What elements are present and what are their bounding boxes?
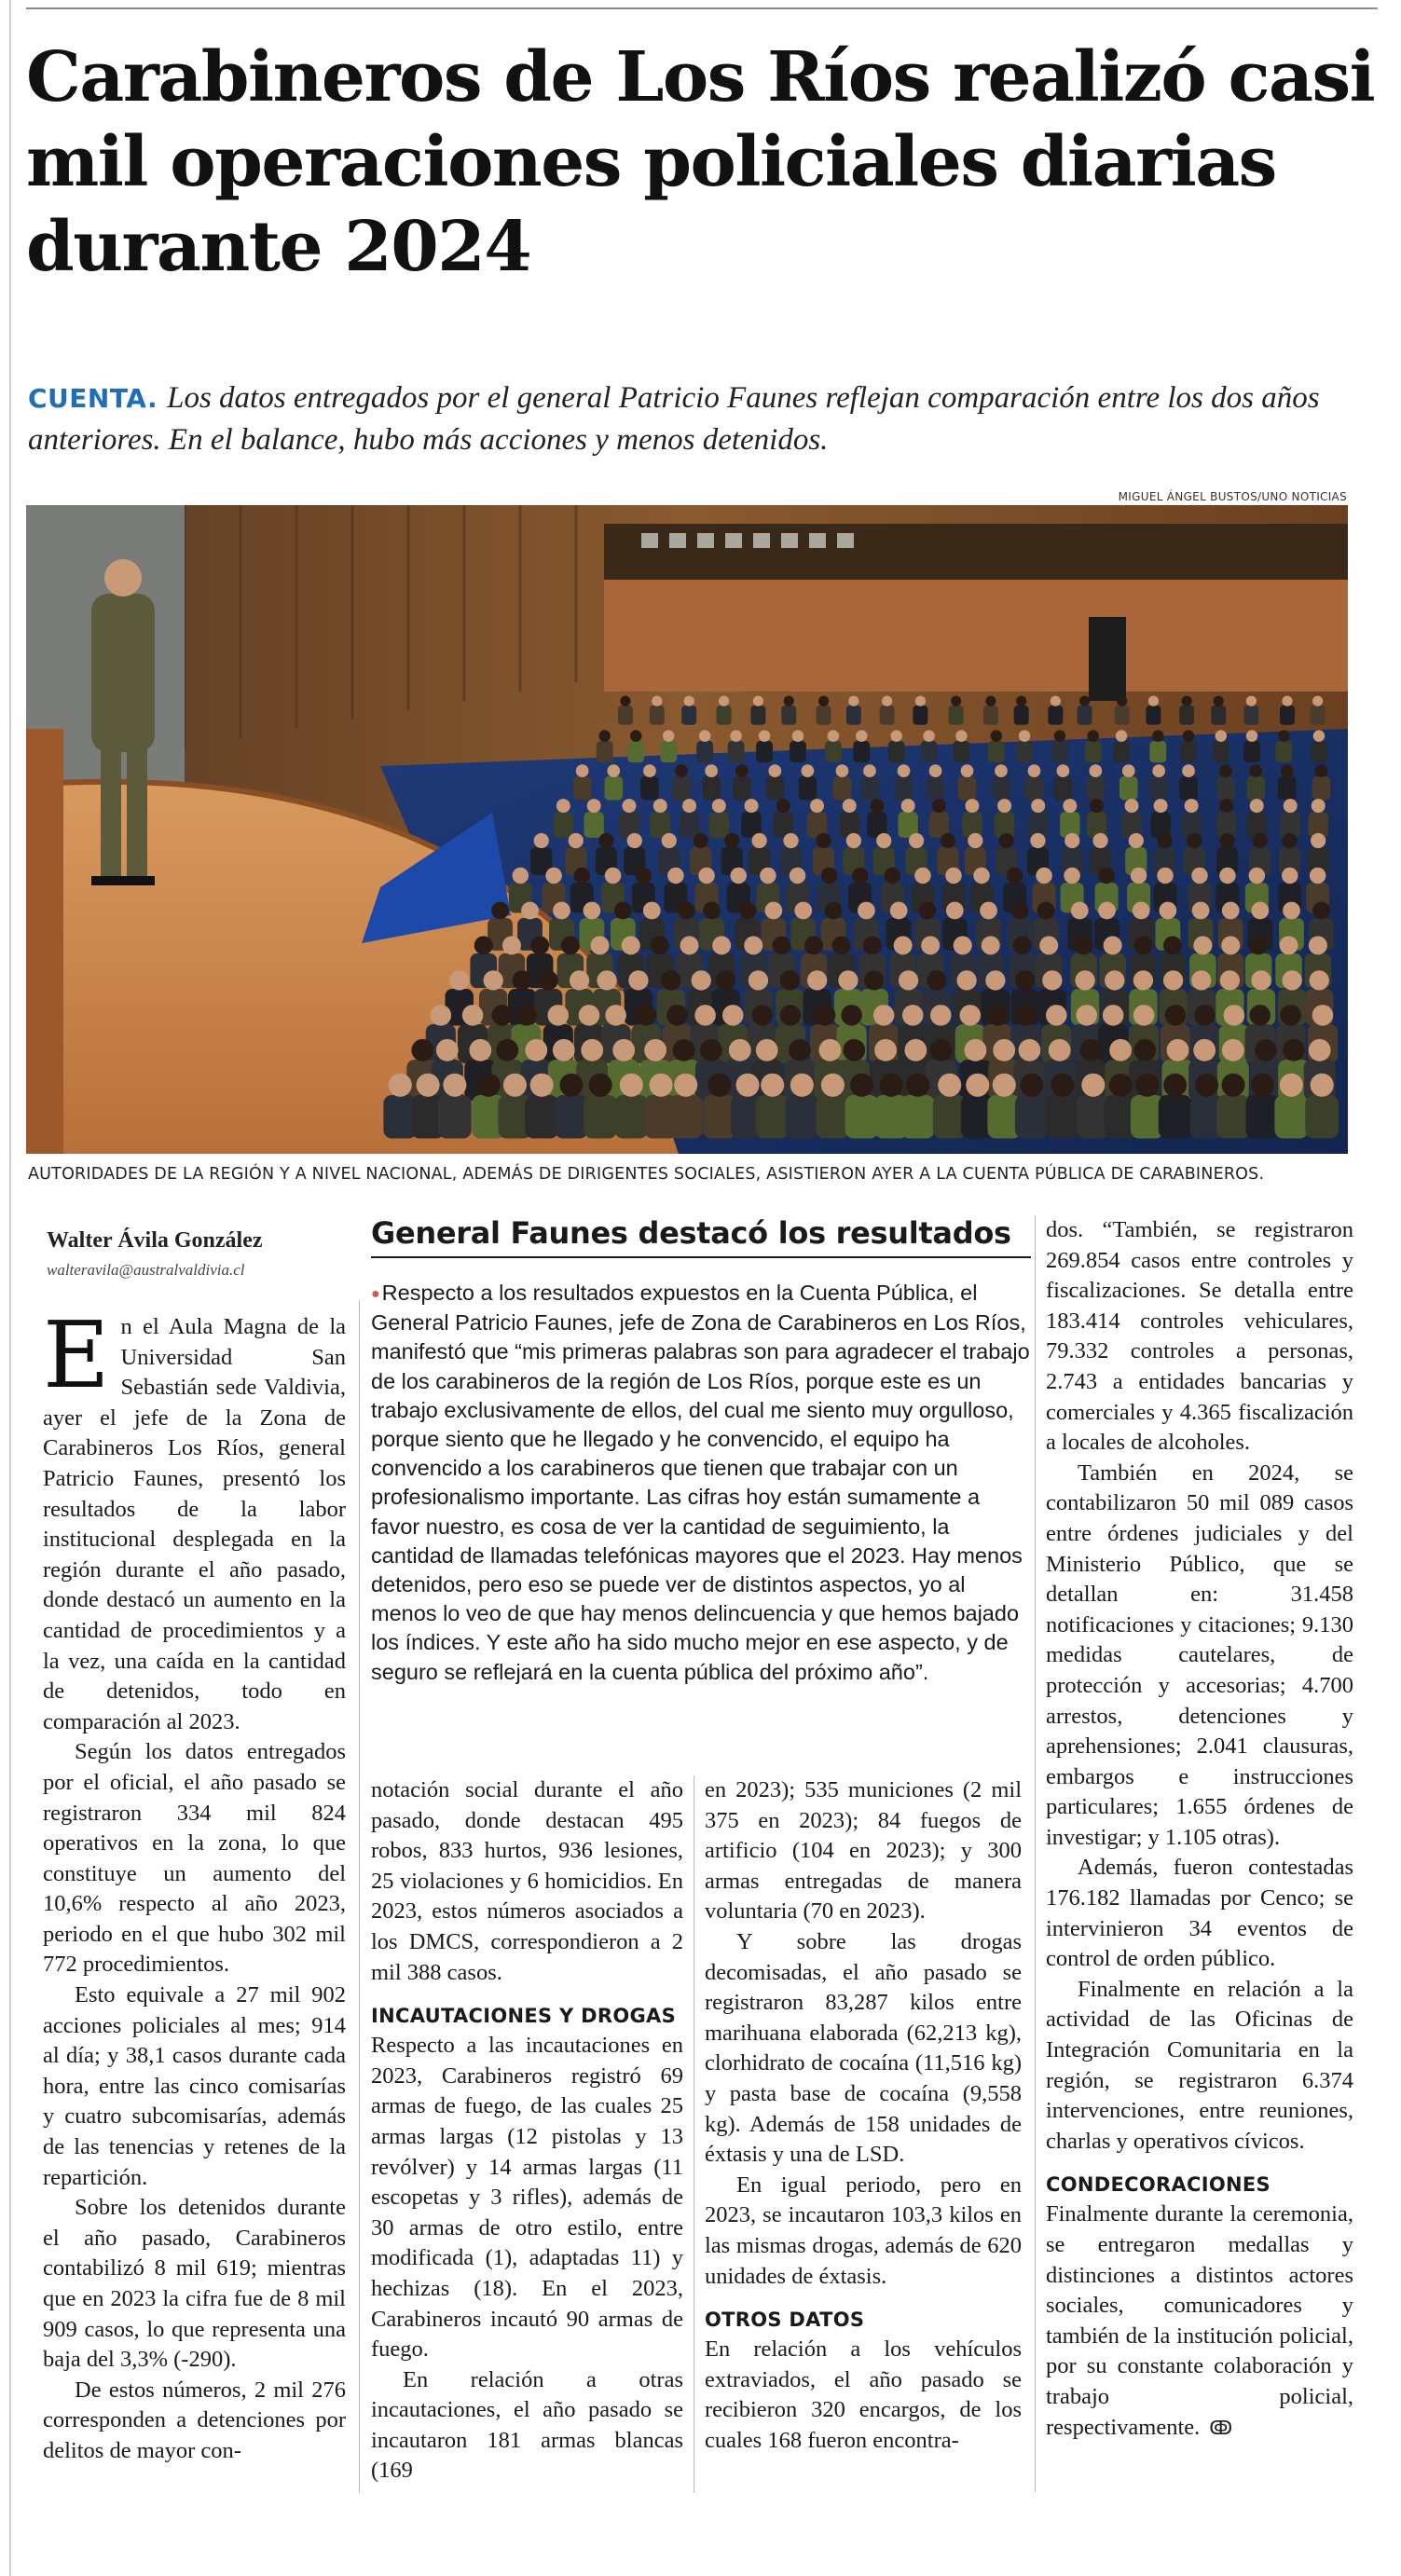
deck-text: Los datos entregados por el general Patricio Faunes reflejan comparación entre los dos años anteriores. En el balance, hubo más acciones y menos detenidos. <box>28 381 1320 457</box>
article-photo <box>26 505 1348 1154</box>
column-divider <box>1035 1215 1036 2492</box>
subhead-condecoraciones: CONDECORACIONES <box>1046 2173 1271 2197</box>
column-divider <box>359 1300 360 2493</box>
paragraph-16: Finalmente en relación a la actividad de las Oficinas de Integración Comunitaria en la región, se registraron 6.374 intervenciones, entre reuniones, charlas y operativos cívicos. <box>1046 1976 1353 2154</box>
paragraph-3: Esto equivale a 27 mil 902 acciones policiales al mes; 914 al día; y 38,1 casos durante cada hora, entre las cinco comisarías y cuatro subcomisarías, además de las tenencias y retenes de la repartición. <box>43 1982 346 2190</box>
paragraph-1-text: n el Aula Magna de la Universidad San Sebastián sede Valdivia, ayer el jefe de la Zona de Carabineros Los Ríos, general Patricio Faunes, presentó los resultados de la labor institucional desplegada en la región durante el año pasado, donde destacó un aumento en la cantidad de procedimientos y a la vez, una caída en la cantidad de detenidos, todo en comparación al 2023. <box>43 1314 346 1734</box>
author-email: walteravila@australvaldivia.cl <box>47 1261 245 1279</box>
page-margin-rule <box>9 0 11 2576</box>
paragraph-6: notación social durante el año pasado, donde destacan 495 robos, 833 hurtos, 936 lesiones, 25 violaciones y 6 homicidios. En 2023, estos números asociados a los DMCS, correspondieron a 2 mil 388 casos. <box>371 1777 683 1985</box>
paragraph-14: También en 2024, se contabilizaron 50 mil 089 casos entre órdenes judiciales y del Ministerio Público, que se detallan en: 31.458 notificaciones y citaciones; 9.130 medidas cautelares, de protección y accesorias; 4.700 arrestos, detenciones y aprehensiones; 2.041 clausuras, embargos e instrucciones particulares; 1.655 órdenes de investigar; y 1.105 otras). <box>1046 1459 1353 1850</box>
subhead-otros-datos: OTROS DATOS <box>705 2309 865 2332</box>
column-4 <box>1046 1215 1353 2443</box>
paragraph-1 <box>43 1303 346 1737</box>
sidebar-box <box>371 1279 1031 1687</box>
paragraph-10: Y sobre las drogas decomisadas, el año pasado se registraron 83,287 kilos entre marihuana elaborada (62,213 kg), clorhidrato de cocaína (11,516 kg) y pasta base de cocaína (9,558 kg). Además de 158 unidades de éxtasis y una de LSD. <box>705 1928 1022 2168</box>
paragraph-13: dos. “También, se registraron 269.854 casos entre controles y fiscalizaciones. Se detalla entre 183.414 controles vehiculares, 79.332 controles a personas, 2.743 a entidades bancarias y comerciales y 4.365 fiscalización a locales de alcoholes. <box>1046 1217 1353 1456</box>
sidebar-title: General Faunes destacó los resultados <box>371 1215 1011 1251</box>
deck-kicker: CUENTA. <box>28 383 158 414</box>
column-1 <box>43 1303 346 2467</box>
sidebar-text: Respecto a los resultados expuestos en la Cuenta Pública, el General Patricio Faunes, jefe de Zona de Carabineros en Los Ríos, manifestó que “mis primeras palabras son para agradecer el trabajo de los carabineros de la región de Los Ríos, porque este es un trabajo exclusivamente de ellos, del cual me siento muy orgulloso, porque siento que he llegado y he convencido, el equipo ha convencido a los carabineros que tienen que trabajar con un profesionalismo importante. Las cifras hoy están sumamente a favor nuestro, es cosa de ver la cantidad de seguimiento, la cantidad de llamadas telefónicas mayores que el 2023. Hay menos detenidos, pero eso se puede ver de distintos aspectos, yo al menos lo veo de que hay menos delincuencia y que hemos bajado los índices. Y este año ha sido mucho mejor en ese aspecto, y de seguro se reflejará en la cuenta pública del próximo año”. <box>371 1281 1030 1684</box>
top-rule <box>26 7 1378 9</box>
dropcap: E <box>43 1303 110 1409</box>
column-2 <box>371 1775 683 2487</box>
headline: Carabineros de Los Ríos realizó casi mil operaciones policiales diarias durante 2024 <box>26 37 1375 287</box>
paragraph-8: En relación a otras incautaciones, el año pasado se incautaron 181 armas blancas (169 <box>371 2366 683 2484</box>
paragraph-12: En relación a los vehículos extraviados, el año pasado se recibieron 320 encargos, de los cuales 168 fueron encontra- <box>705 2336 1022 2453</box>
photo-credit: MIGUEL ÁNGEL BUSTOS/UNO NOTICIAS <box>1118 490 1347 503</box>
sidebar-bullet-icon: ● <box>371 1286 380 1302</box>
deck <box>28 377 1370 461</box>
sidebar-title-rule <box>371 1256 1031 1258</box>
paragraph-5: De estos números, 2 mil 276 corresponden a detenciones por delitos de mayor con- <box>43 2377 346 2463</box>
column-3 <box>705 1775 1022 2456</box>
photo-caption: AUTORIDADES DE LA REGIÓN Y A NIVEL NACIONAL, ADEMÁS DE DIRIGENTES SOCIALES, ASISTIERON AYER A LA CUENTA PÚBLICA DE CARABINEROS. <box>28 1165 1265 1184</box>
author-name: Walter Ávila González <box>47 1228 263 1253</box>
paragraph-15: Además, fueron contestadas 176.182 llamadas por Cenco; se intervinieron 34 eventos de control de orden público. <box>1046 1855 1353 1972</box>
end-mark-icon: ↂ <box>1209 2416 1233 2439</box>
paragraph-7: Respecto a las incautaciones en 2023, Carabineros registró 69 armas de fuego, de las cuales 25 armas largas (12 pistolas y 13 revólver) y 14 armas largas (11 escopetas y 3 rifles), además de 30 armas de otro estilo, entre modificada (1), adaptadas 11) y hechizas (18). En el 2023, Carabineros incautó 90 armas de fuego. <box>371 2033 683 2363</box>
paragraph-2: Según los datos entregados por el oficial, el año pasado se registraron 334 mil 824 operativos en la zona, lo que constituye un aumento del 10,6% respecto al año 2023, periodo en el que hubo 302 mil 772 procedimientos. <box>43 1739 346 1978</box>
subhead-incautaciones: INCAUTACIONES Y DROGAS <box>371 2005 677 2028</box>
paragraph-4: Sobre los detenidos durante el año pasado, Carabineros contabilizó 8 mil 619; mientras que en 2023 la cifra fue de 8 mil 909 casos, lo que representa una baja del 3,3% (-290). <box>43 2195 346 2373</box>
paragraph-11: En igual periodo, pero en 2023, se incautaron 103,3 kilos en las mismas drogas, además de 620 unidades de éxtasis. <box>705 2172 1022 2289</box>
paragraph-9: en 2023); 535 municiones (2 mil 375 en 2023); 84 fuegos de artificio (104 en 2023); y 300 armas entregadas de manera voluntaria (70 en 2023). <box>705 1777 1022 1925</box>
paragraph-17-text: Finalmente durante la ceremonia, se entregaron medallas y distinciones a distintos actores sociales, comunicadores y también de la institución policial, por su constante colaboración y trabajo policial, respectivamente. <box>1046 2201 1353 2440</box>
paragraph-17 <box>1046 2199 1353 2443</box>
